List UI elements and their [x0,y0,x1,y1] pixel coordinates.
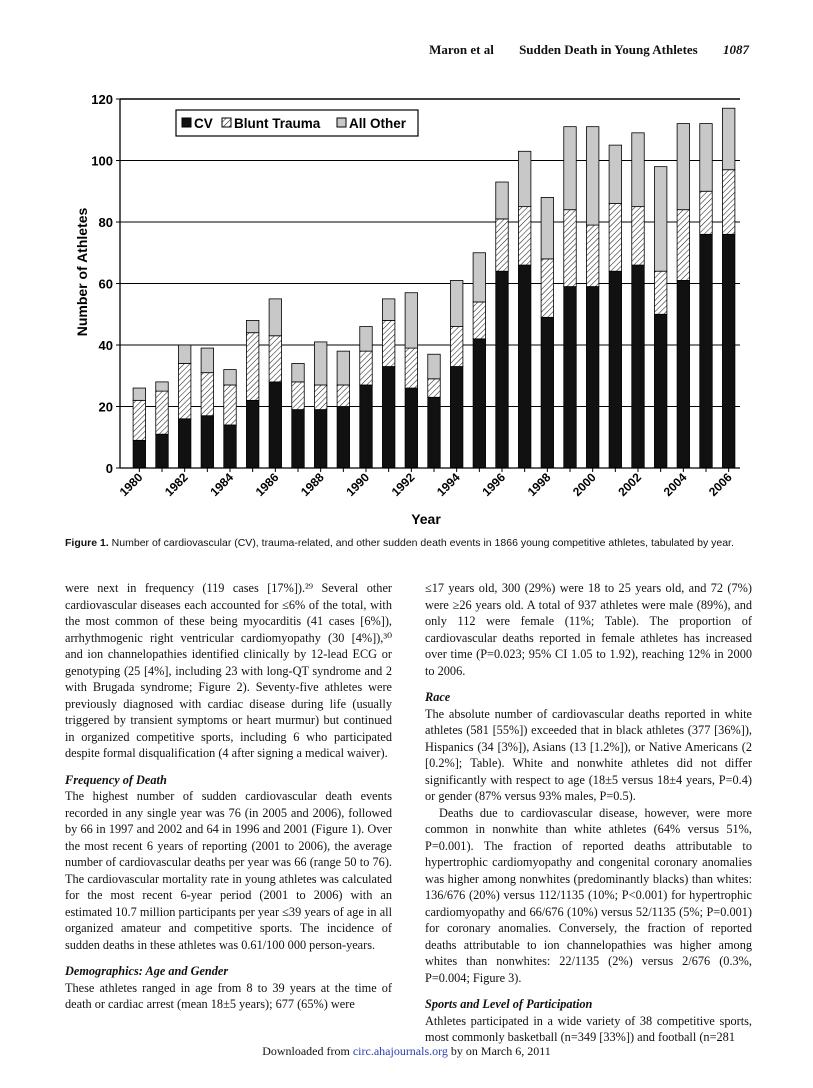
bar-segment-blunt-trauma [382,320,394,366]
bar-segment-cv [314,410,326,468]
bar-segment-cv [224,425,236,468]
bar-segment-blunt-trauma [700,191,712,234]
bar-segment-all-other [405,293,417,348]
bar-segment-all-other [518,151,530,206]
paragraph: were next in frequency (119 cases [17%]).²⁹ Several other cardiovascular diseases each accounted for ≤6% of the total, with the most common of these being myocarditis (41 cases [6%]), arrhythmogenic right ventricular cardiomyopathy (30 [4%]),³⁰ and ion channelopathies identified clinically by 12-lead ECG or genotyping (25 [4%], including 23 with long-QT syndrome and 2 with Brugada syndrome; Figure 2). Seventy-five athletes were previously diagnosed with cardiac disease during life (usually triggered by transient symptoms or heart murmur) but continued in organized competitive sports, including 6 who participated despite formal disqualification (4 after signing a medical waiver). [65,581,392,760]
download-footer [0,1044,813,1059]
y-tick-label: 120 [91,92,113,107]
bar-segment-blunt-trauma [314,385,326,410]
bar-segment-all-other [337,351,349,385]
bar-segment-blunt-trauma [133,400,145,440]
figure-1-stacked-bar-chart [60,86,750,531]
bar-segment-all-other [541,197,553,259]
bar-segment-cv [156,434,168,468]
bar-segment-cv [609,271,621,468]
bar-segment-blunt-trauma [360,351,372,385]
paragraph: Deaths due to cardiovascular disease, however, were more common in nonwhite than white athletes (64% versus 51%, P=0.001). The fraction of reported deaths attributable to hypertrophic cardiomyopathy and congenital coronary anomalies was higher among nonwhites (predominantly blacks) than whites: 136/676 (20%) versus 112/1135 (10%; P<0.001) for hypertrophic cardiomyopathy and 66/676 (10%) versus 52/1135 (5%; P=0.001) for coronary anomalies. Conversely, the fraction of reported deaths attributable to ion channelopathies was higher among whites than nonwhites: 22/1135 (2%) versus 2/676 (0.3%, P=0.004; Figure 3). [425,805,752,985]
y-tick-label: 40 [98,338,113,353]
bar-segment-cv [564,287,576,468]
bar-segment-all-other [428,354,440,379]
footer-suffix: by on March 6, 2011 [447,1044,551,1058]
bar-segment-all-other [292,363,304,381]
bar-segment-cv [654,314,666,468]
bar-segment-blunt-trauma [246,333,258,401]
bar-segment-cv [201,416,213,468]
bar-segment-cv [496,271,508,468]
bar-segment-all-other [654,167,666,272]
running-head-authors: Maron et al [429,42,494,57]
bar-segment-blunt-trauma [269,336,281,382]
bar-segment-blunt-trauma [654,271,666,314]
bar-segment-all-other [609,145,621,203]
bar-segment-all-other [156,382,168,391]
y-tick-label: 0 [105,461,113,476]
bar-segment-all-other [133,388,145,400]
bar-segment-cv [677,280,689,468]
bar-segment-all-other [201,348,213,373]
paragraph: ≤17 years old, 300 (29%) were 18 to 25 years old, and 72 (7%) were ≥26 years old. A total of 937 athletes were male (89%), and only 112 were female (11%; Table). The proportion of cardiovascular deaths reported in female athletes has increased over time (P=0.023; 95% CI 1.05 to 1.92), reaching 12% in 2000 to 2006. [425,581,752,678]
bar-segment-blunt-trauma [632,207,644,265]
figure-caption-text: Number of cardiovascular (CV), trauma-related, and other sudden death events in 1866 young competitive athletes, tabulated by year. [108,537,734,549]
bar-segment-blunt-trauma [496,219,508,271]
legend [176,110,418,136]
legend-label-blunt-trauma: Blunt Trauma [234,116,321,131]
bar-segment-cv [360,385,372,468]
bar-segment-blunt-trauma [586,225,598,287]
bar-segment-all-other [382,299,394,321]
x-tick-label: 2006 [706,470,735,500]
bar-segment-cv [541,317,553,468]
bar-segment-cv [518,265,530,468]
bar-segment-cv [428,397,440,468]
x-tick-label: 1988 [298,470,327,500]
x-tick-label: 1980 [116,470,146,500]
bar-segment-cv [382,367,394,468]
bar-segment-all-other [314,342,326,385]
bar-segment-all-other [564,127,576,210]
paragraph: Athletes participated in a wide variety of 38 competitive sports, most commonly basketball (n=349 [33%]) and football (n=281 [425,1013,752,1044]
x-tick-label: 1996 [479,470,509,500]
bar-segment-cv [450,367,462,468]
bar-segment-cv [178,419,190,468]
y-tick-label: 20 [98,399,113,415]
bar-segment-cv [586,287,598,468]
x-tick-label: 1994 [434,470,463,500]
bar-segment-all-other [677,124,689,210]
section-heading-frequency-of-death: Frequency of Death [65,772,167,787]
y-tick-label: 100 [91,153,113,169]
bar-segment-cv [133,440,145,468]
legend-label-cv: CV [194,116,213,131]
bar-segment-all-other [269,299,281,336]
running-head-title: Sudden Death in Young Athletes [519,42,698,57]
bar-segment-all-other [632,133,644,207]
bar-segment-cv [269,382,281,468]
x-tick-label: 1982 [162,470,191,500]
left-text-column [65,580,392,1013]
bar-segment-blunt-trauma [541,259,553,317]
bar-segment-all-other [360,327,372,352]
x-tick-label: 2002 [615,470,645,500]
bar-segment-cv [405,388,417,468]
bar-segment-blunt-trauma [201,373,213,416]
x-tick-label: 1986 [252,470,282,500]
page-number: 1087 [723,42,749,57]
figure-caption [65,537,753,550]
x-tick-label: 1998 [524,470,554,500]
bar-segment-all-other [700,124,712,192]
y-tick-label: 80 [98,215,113,230]
bar-segment-blunt-trauma [405,348,417,388]
bar-segment-blunt-trauma [292,382,304,410]
x-tick-labels [117,470,735,499]
x-tick-label: 1992 [388,470,418,500]
bar-segment-all-other [450,280,462,326]
bar-segment-blunt-trauma [337,385,349,407]
footer-journal-link[interactable]: circ.ahajournals.org [352,1044,448,1058]
bar-segment-cv [722,234,734,468]
bar-segment-blunt-trauma [609,204,621,272]
bar-segment-blunt-trauma [473,302,485,339]
legend-swatch-all-other [337,118,346,127]
bar-segment-all-other [496,182,508,219]
bar-segment-cv [292,410,304,468]
bar-segment-blunt-trauma [677,210,689,281]
bar-segment-blunt-trauma [722,170,734,235]
legend-swatch-cv [182,118,191,127]
bar-segment-cv [246,400,258,468]
bar-segment-all-other [246,320,258,332]
bars [133,108,735,468]
x-axis-label: Year [411,511,441,527]
y-axis-label: Number of Athletes [74,207,90,337]
bar-segment-all-other [224,370,236,385]
x-tick-label: 2004 [660,470,690,500]
x-tick-label: 2000 [570,470,599,500]
bar-segment-blunt-trauma [224,385,236,425]
bar-segment-all-other [586,127,598,225]
bar-segment-cv [632,265,644,468]
figure-caption-label: Figure 1. [65,537,109,549]
bar-segment-cv [700,234,712,468]
bar-segment-cv [473,339,485,468]
right-text-column [425,580,752,1046]
bar-segment-blunt-trauma [518,207,530,265]
bar-segment-cv [337,407,349,469]
bar-segment-blunt-trauma [178,363,190,418]
section-heading-sports: Sports and Level of Participation [425,997,593,1011]
paragraph: These athletes ranged in age from 8 to 39 years at the time of death or cardiac arrest (mean 18±5 years); 677 (65%) were [65,980,392,1011]
y-tick-labels [91,92,113,476]
bar-segment-all-other [722,108,734,170]
bar-segment-blunt-trauma [428,379,440,397]
legend-swatch-blunt-trauma [222,118,231,127]
bar-segment-blunt-trauma [564,210,576,287]
section-heading-demographics: Demographics: Age and Gender [65,964,229,978]
legend-label-all-other: All Other [349,116,407,131]
bar-segment-all-other [178,345,190,363]
bar-segment-all-other [473,253,485,302]
running-head [429,42,749,58]
footer-prefix: Downloaded from [262,1044,353,1058]
x-tick-label: 1984 [207,470,237,500]
paragraph: The absolute number of cardiovascular deaths reported in white athletes (581 [55%]) exceeded that in black athletes (377 [36%]), Hispanics (34 [3%]), Asians (13 [1.2%]), or Native Americans (2 [0.2%]; Table). White and nonwhite athletes did not differ significantly with respect to age (18±5 versus 18±4 years, P=0.4) or gender (87% versus 93% males, P=0.5). [425,706,752,803]
bar-segment-blunt-trauma [156,391,168,434]
bar-segment-blunt-trauma [450,327,462,367]
paragraph: The highest number of sudden cardiovascular death events recorded in any single year was 76 (in 2005 and 2006), followed by 66 in 1997 and 2002 and 64 in 1996 and 2001 (Figure 1). Over the most recent 6 years of reporting (2001 to 2006), the average number of cardiovascular deaths per year was 66 (range 50 to 76). The cardiovascular mortality rate in young athletes was calculated for the most recent 6-year period (2001 to 2006) with an estimated 10.7 million participants per year ≤39 years of age in all organized amateur and competitive sports. The incidence of sudden deaths in these athletes was 0.61/100 000 person-years. [65,789,392,952]
y-tick-label: 60 [98,276,113,292]
section-heading-race: Race [425,690,451,704]
x-tick-label: 1990 [343,470,373,500]
